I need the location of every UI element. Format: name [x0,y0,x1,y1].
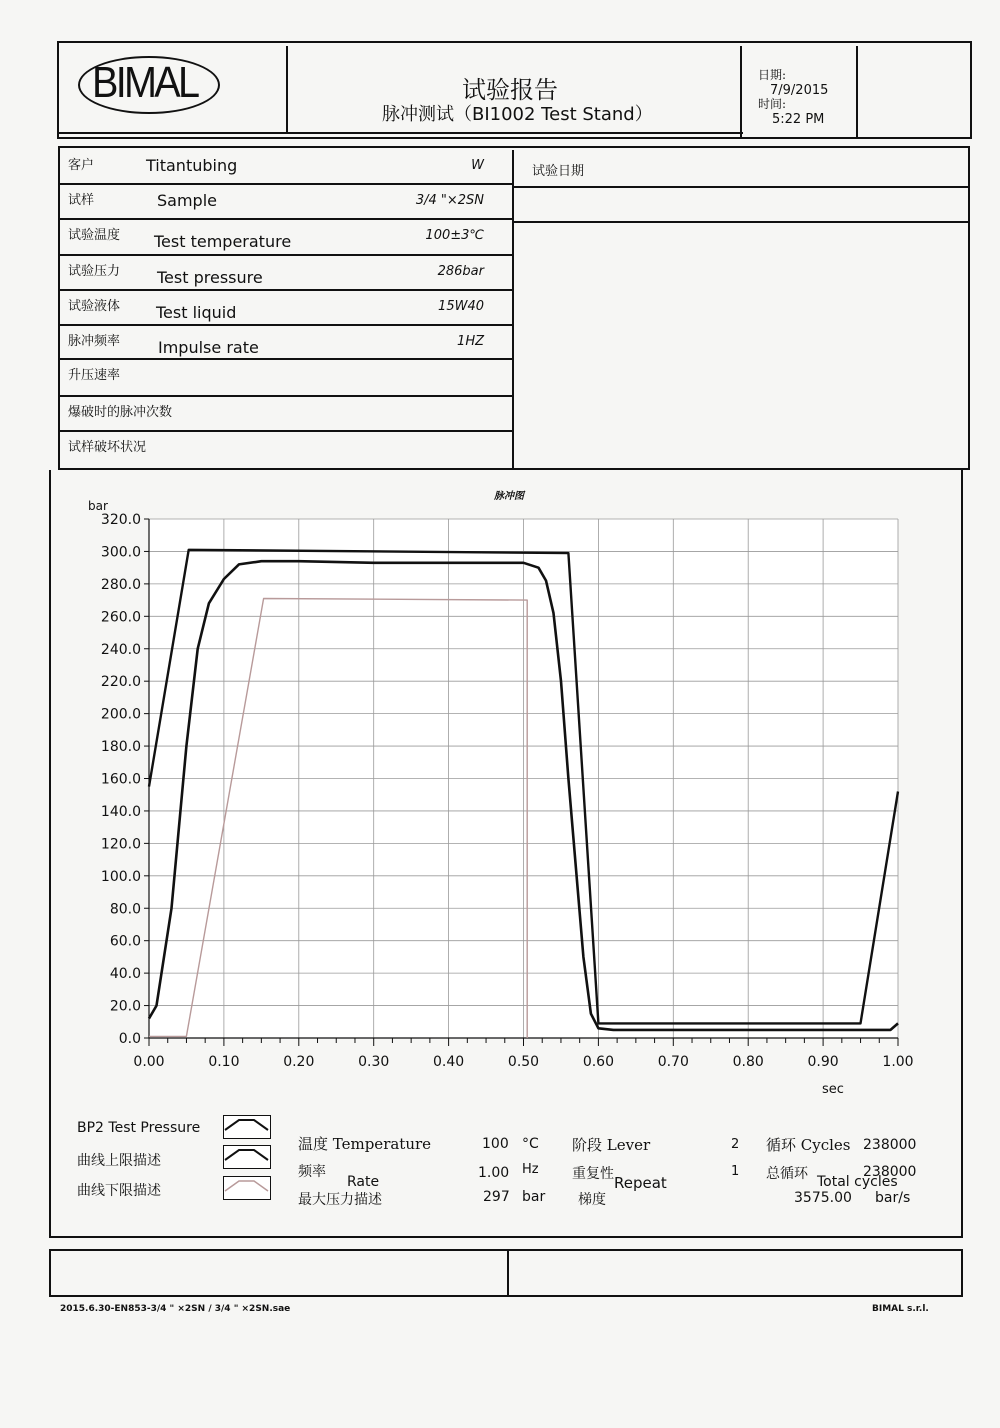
info-row-label-en: Test temperature [154,232,292,251]
rate-unit: Hz [522,1162,539,1177]
y-tick-label: 180.0 [100,739,141,756]
x-tick-label: 0.90 [807,1054,839,1070]
time-value: 5:22 PM [772,112,825,127]
info-row-label-en: Sample [157,191,217,210]
info-row-value: 286bar [437,264,484,279]
info-row-label-cn: 客户 [68,158,95,173]
y-tick-label: 240.0 [100,641,141,658]
y-tick-label: 220.0 [100,674,141,691]
y-tick-label: 80.0 [109,901,141,918]
cycles-label: 循环 Cycles [766,1136,851,1154]
temperature-value: 100 [482,1136,509,1152]
report-subtitle: 脉冲测试（BI1002 Test Stand） [382,104,653,125]
info-row-label-en: Titantubing [146,156,238,175]
info-row-label-cn: 试验液体 [68,299,121,314]
test-date-label: 试验日期 [532,164,585,179]
info-row-label-cn: 升压速率 [68,368,121,383]
max-pressure-label: 最大压力描述 [298,1192,382,1208]
rate-label-en: Rate [347,1174,380,1190]
legend-upper-swatch [223,1145,271,1169]
y-tick-label: 160.0 [100,771,141,788]
x-tick-label: 0.00 [133,1054,165,1070]
max-pressure-unit: bar [522,1189,546,1205]
total-cycles-label-en: Total cycles [817,1174,898,1190]
info-row-label-cn: 试样 [68,193,95,208]
gradient-unit: bar/s [875,1190,911,1206]
date-value: 7/9/2015 [770,83,829,98]
lever-label: 阶段 Lever [572,1136,651,1154]
y-tick-label: 140.0 [100,803,141,820]
gradient-label: 梯度 [578,1192,606,1208]
info-row-label-en: Test liquid [156,303,237,322]
info-row-label-cn: 试验温度 [68,228,121,243]
chart-grid [149,519,898,1038]
max-pressure-value: 297 [483,1189,510,1205]
info-row-value: W [471,158,484,173]
report-title: 试验报告 [462,76,558,104]
y-tick-label: 20.0 [109,998,141,1015]
legend-lower-swatch [223,1176,271,1200]
info-row-label-en: Impulse rate [158,338,259,357]
y-tick-label: 100.0 [100,868,141,885]
footer-file: 2015.6.30-EN853-3/4 " ×2SN / 3/4 " ×2SN.sae [60,1304,291,1314]
x-tick-label: 0.80 [732,1054,764,1070]
info-row-value: 100±3℃ [425,228,484,243]
rate-value: 1.00 [478,1165,510,1181]
repeat-label-en: Repeat [614,1174,667,1192]
rate-label-cn: 频率 [298,1164,326,1180]
legend-bp2-swatch [223,1115,271,1139]
info-row-label-cn: 脉冲频率 [68,334,121,349]
lever-value: 2 [731,1137,740,1152]
y-tick-label: 320.0 [100,512,141,528]
y-tick-label: 280.0 [100,576,141,593]
x-tick-label: 0.20 [283,1054,315,1070]
x-tick-label: 0.40 [433,1054,465,1070]
y-tick-label: 0.0 [118,1031,141,1047]
time-label: 时间: [758,97,787,111]
y-tick-label: 260.0 [100,609,141,626]
legend-bp2-label: BP2 Test Pressure [77,1120,201,1136]
signature-box [49,1249,963,1297]
x-tick-label: 0.60 [582,1054,614,1070]
x-axis-label: sec [822,1082,844,1097]
footer-company: BIMAL s.r.l. [872,1304,929,1314]
repeat-label-cn: 重复性 [572,1166,614,1182]
info-row-value: 15W40 [438,299,484,314]
info-row-label-en: Test pressure [157,268,263,287]
date-label: 日期: [758,68,787,82]
info-row-value: 1HZ [457,334,484,349]
info-row-value: 3/4 "×2SN [415,193,484,208]
gradient-value: 3575.00 [794,1190,852,1206]
y-axis-label: bar [88,499,108,513]
y-tick-label: 120.0 [100,836,141,853]
y-tick-label: 60.0 [109,933,141,950]
x-tick-label: 0.50 [507,1054,540,1070]
total-cycles-label-cn: 总循环 [766,1166,808,1182]
info-row-label-cn: 试样破坏状况 [68,440,147,455]
signature-divider [507,1251,509,1295]
legend-upper-label: 曲线上限描述 [77,1153,161,1169]
logo-text: BIMAL [92,58,198,107]
chart-title: 脉冲图 [494,491,524,502]
total-cycles-value: 238000 [863,1164,917,1180]
cycles-value: 238000 [863,1137,917,1153]
x-tick-label: 0.30 [358,1054,390,1070]
temperature-unit: °C [522,1136,539,1152]
info-row-label-cn: 试验压力 [68,264,121,279]
x-tick-label: 0.70 [657,1054,689,1070]
y-tick-label: 40.0 [109,966,141,983]
temperature-label: 温度 Temperature [298,1135,432,1153]
y-tick-label: 300.0 [100,544,141,561]
y-tick-label: 200.0 [100,706,141,723]
x-tick-label: 0.10 [208,1054,240,1070]
info-row-label-cn: 爆破时的脉冲次数 [68,405,173,420]
repeat-value: 1 [731,1164,740,1179]
x-tick-label: 1.00 [882,1054,914,1070]
legend-lower-label: 曲线下限描述 [77,1183,161,1199]
